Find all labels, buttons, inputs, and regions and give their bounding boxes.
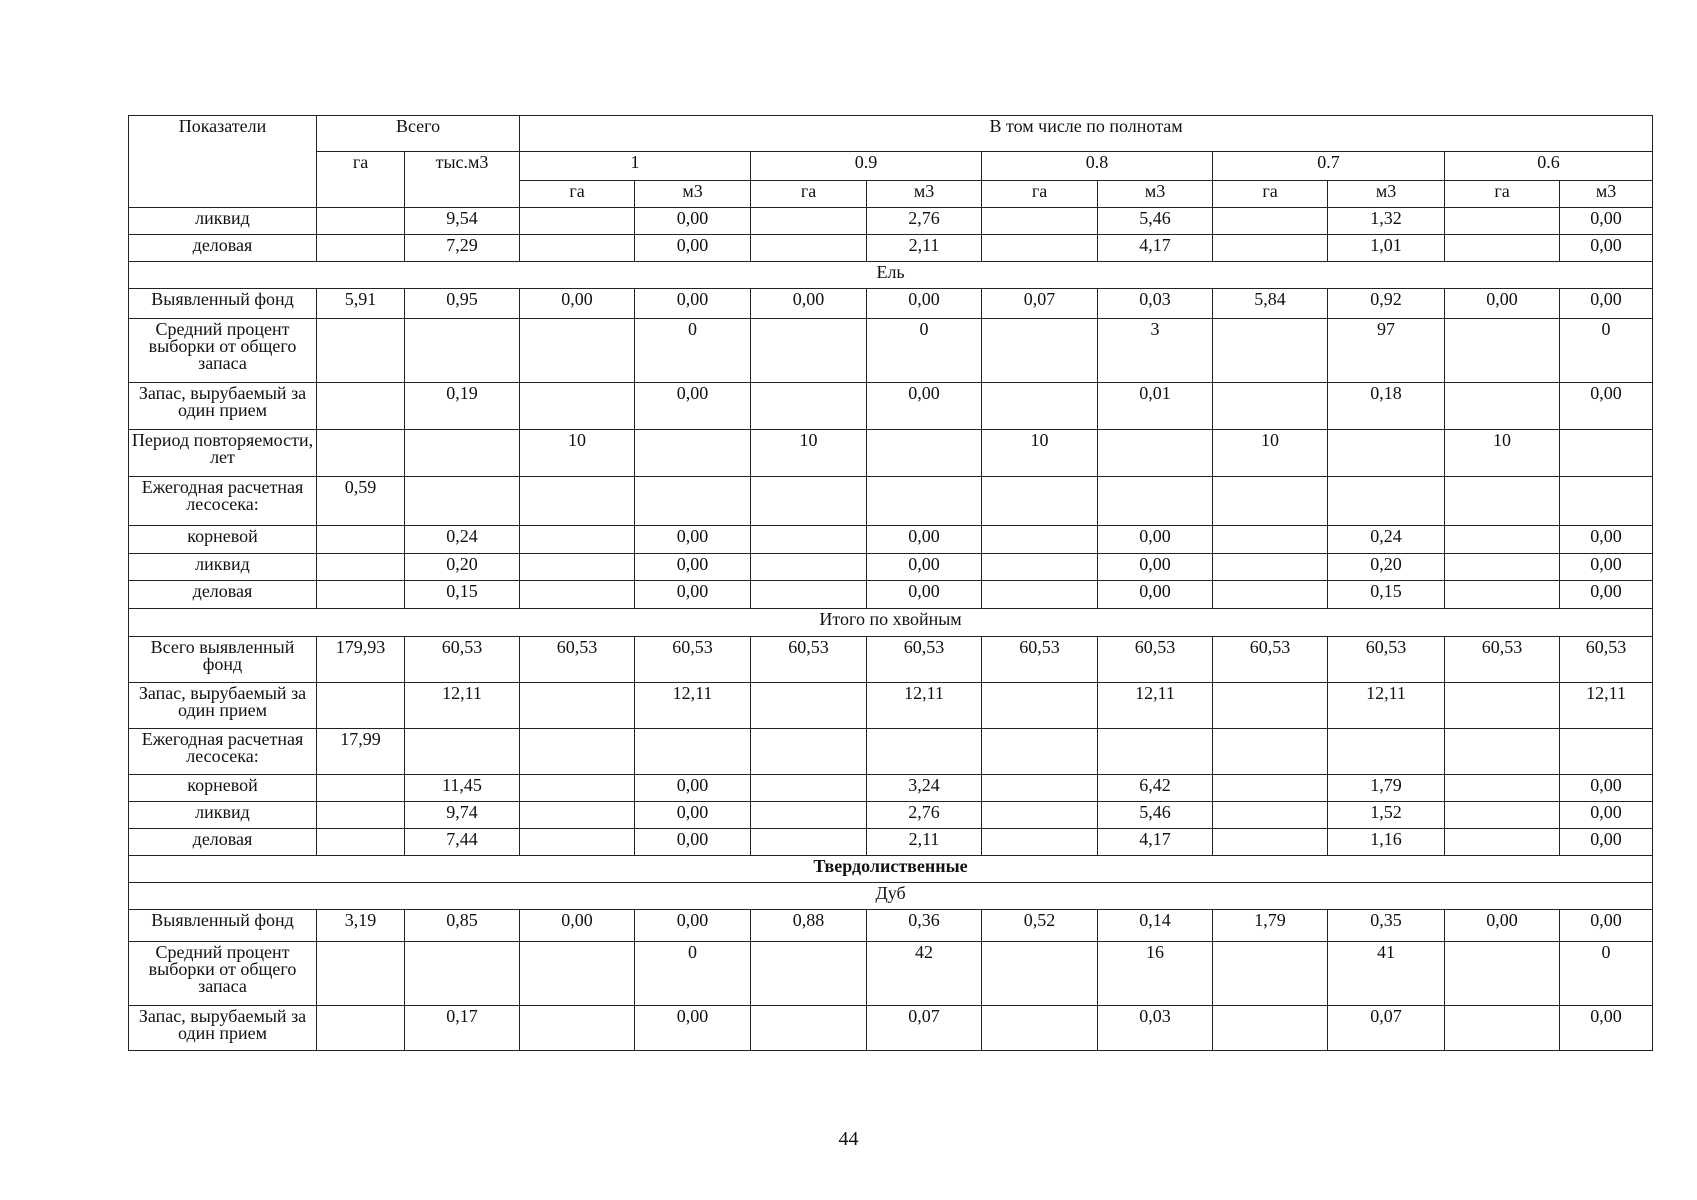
header-density: 0.8 <box>982 152 1213 181</box>
value-cell: 9,74 <box>405 802 520 829</box>
header-density: 1 <box>520 152 751 181</box>
value-cell: 1,52 <box>1328 802 1445 829</box>
value-cell: 0,00 <box>1098 526 1213 554</box>
value-cell: 0,00 <box>1560 775 1653 802</box>
value-cell: 0,00 <box>635 526 751 554</box>
value-cell <box>982 581 1098 609</box>
value-cell: 0,00 <box>635 775 751 802</box>
header-unit-ha: га <box>1445 181 1560 208</box>
value-cell: 0,24 <box>1328 526 1445 554</box>
header-unit-m3: м3 <box>1560 181 1653 208</box>
value-cell: 0 <box>635 942 751 1006</box>
value-cell <box>405 319 520 383</box>
value-cell: 16 <box>1098 942 1213 1006</box>
value-cell <box>751 1006 867 1051</box>
value-cell: 0,00 <box>520 289 635 319</box>
value-cell: 0,00 <box>635 910 751 942</box>
value-cell <box>520 208 635 235</box>
row-label: ликвид <box>129 802 317 829</box>
value-cell: 0,00 <box>751 289 867 319</box>
value-cell <box>317 235 405 262</box>
table-row <box>129 829 1653 856</box>
header-unit-m3: м3 <box>1098 181 1213 208</box>
value-cell: 179,93 <box>317 637 405 683</box>
value-cell <box>317 1006 405 1051</box>
table-row <box>129 289 1653 319</box>
header-unit-m3: м3 <box>867 181 982 208</box>
value-cell: 0,07 <box>982 289 1098 319</box>
table-row <box>129 208 1653 235</box>
value-cell <box>317 554 405 581</box>
value-cell: 97 <box>1328 319 1445 383</box>
value-cell: 0,00 <box>1560 289 1653 319</box>
header-unit-ha: га <box>1213 181 1328 208</box>
value-cell: 4,17 <box>1098 829 1213 856</box>
value-cell: 10 <box>1445 430 1560 477</box>
section-row <box>129 856 1653 883</box>
value-cell: 12,11 <box>1328 683 1445 729</box>
value-cell <box>751 775 867 802</box>
table-row <box>129 802 1653 829</box>
value-cell: 0,00 <box>635 554 751 581</box>
forest-inventory-table <box>128 115 1653 1051</box>
row-label: деловая <box>129 581 317 609</box>
value-cell: 0 <box>867 319 982 383</box>
value-cell <box>982 477 1098 526</box>
value-cell: 0,00 <box>867 554 982 581</box>
value-cell <box>317 581 405 609</box>
value-cell <box>1213 683 1328 729</box>
value-cell: 60,53 <box>1328 637 1445 683</box>
value-cell: 7,44 <box>405 829 520 856</box>
value-cell: 5,46 <box>1098 802 1213 829</box>
value-cell: 0,92 <box>1328 289 1445 319</box>
value-cell: 60,53 <box>1560 637 1653 683</box>
value-cell <box>1213 775 1328 802</box>
value-cell <box>982 235 1098 262</box>
value-cell <box>751 319 867 383</box>
value-cell: 12,11 <box>867 683 982 729</box>
header-unit-ha: га <box>751 181 867 208</box>
header-unit-m3: м3 <box>1328 181 1445 208</box>
value-cell: 1,16 <box>1328 829 1445 856</box>
value-cell <box>1098 477 1213 526</box>
row-label: Выявленный фонд <box>129 910 317 942</box>
value-cell: 2,11 <box>867 829 982 856</box>
value-cell <box>1445 942 1560 1006</box>
value-cell: 0,00 <box>1560 554 1653 581</box>
value-cell <box>405 430 520 477</box>
value-cell <box>751 477 867 526</box>
value-cell: 0,03 <box>1098 289 1213 319</box>
table-row <box>129 554 1653 581</box>
value-cell: 10 <box>520 430 635 477</box>
value-cell <box>405 729 520 775</box>
value-cell <box>317 208 405 235</box>
value-cell <box>751 683 867 729</box>
header-indicators: Показатели <box>129 116 317 208</box>
value-cell <box>1213 802 1328 829</box>
value-cell: 0,03 <box>1098 1006 1213 1051</box>
value-cell <box>1213 1006 1328 1051</box>
value-cell <box>1213 942 1328 1006</box>
value-cell: 0,00 <box>1098 554 1213 581</box>
value-cell: 0 <box>1560 942 1653 1006</box>
value-cell: 0 <box>635 319 751 383</box>
header-total: Всего <box>317 116 520 152</box>
value-cell: 0 <box>1560 319 1653 383</box>
value-cell: 0,00 <box>635 235 751 262</box>
value-cell <box>520 729 635 775</box>
value-cell: 0,18 <box>1328 383 1445 430</box>
value-cell <box>1560 729 1653 775</box>
value-cell <box>982 775 1098 802</box>
value-cell <box>1445 526 1560 554</box>
value-cell: 0,00 <box>1560 208 1653 235</box>
value-cell <box>635 477 751 526</box>
value-cell: 60,53 <box>405 637 520 683</box>
value-cell: 11,45 <box>405 775 520 802</box>
value-cell: 1,79 <box>1328 775 1445 802</box>
value-cell: 3 <box>1098 319 1213 383</box>
value-cell <box>520 383 635 430</box>
table-row <box>129 683 1653 729</box>
value-cell <box>520 775 635 802</box>
value-cell: 0,00 <box>1445 910 1560 942</box>
table-row <box>129 526 1653 554</box>
row-label: Период повторяемости, лет <box>129 430 317 477</box>
value-cell: 60,53 <box>635 637 751 683</box>
value-cell: 0,00 <box>1560 1006 1653 1051</box>
value-cell: 60,53 <box>867 637 982 683</box>
value-cell <box>982 729 1098 775</box>
value-cell <box>982 1006 1098 1051</box>
value-cell: 60,53 <box>982 637 1098 683</box>
value-cell <box>751 829 867 856</box>
value-cell <box>317 802 405 829</box>
value-cell: 0,00 <box>520 910 635 942</box>
value-cell <box>982 319 1098 383</box>
value-cell <box>982 829 1098 856</box>
value-cell <box>1098 729 1213 775</box>
value-cell <box>982 554 1098 581</box>
value-cell: 12,11 <box>405 683 520 729</box>
value-cell <box>1213 554 1328 581</box>
value-cell: 60,53 <box>520 637 635 683</box>
value-cell: 0,52 <box>982 910 1098 942</box>
value-cell <box>520 554 635 581</box>
value-cell <box>1328 729 1445 775</box>
page-number: 44 <box>838 1128 859 1150</box>
value-cell: 0,00 <box>867 581 982 609</box>
section-row <box>129 262 1653 289</box>
value-cell <box>317 829 405 856</box>
table-row <box>129 637 1653 683</box>
value-cell: 1,32 <box>1328 208 1445 235</box>
row-label: Запас, вырубаемый за один прием <box>129 383 317 430</box>
section-row <box>129 609 1653 637</box>
value-cell: 3,24 <box>867 775 982 802</box>
header-unit-m3: м3 <box>635 181 751 208</box>
value-cell <box>1445 581 1560 609</box>
value-cell <box>317 526 405 554</box>
value-cell <box>1560 430 1653 477</box>
value-cell <box>520 526 635 554</box>
value-cell <box>1328 477 1445 526</box>
value-cell: 2,11 <box>867 235 982 262</box>
value-cell <box>751 581 867 609</box>
header-unit-ha: га <box>982 181 1098 208</box>
section-title: Дуб <box>129 883 1653 910</box>
row-label: ликвид <box>129 554 317 581</box>
value-cell <box>982 683 1098 729</box>
row-label: Ежегодная расчетная лесосека: <box>129 477 317 526</box>
value-cell: 0,00 <box>635 829 751 856</box>
value-cell <box>1213 319 1328 383</box>
row-label: Средний процент выборки от общего запаса <box>129 942 317 1006</box>
value-cell: 0,00 <box>635 802 751 829</box>
header-total-m3: тыс.м3 <box>405 152 520 208</box>
header-density: 0.7 <box>1213 152 1445 181</box>
value-cell <box>520 942 635 1006</box>
value-cell: 12,11 <box>635 683 751 729</box>
value-cell: 0,19 <box>405 383 520 430</box>
header-row <box>129 152 1653 181</box>
value-cell: 9,54 <box>405 208 520 235</box>
section-title: Итого по хвойным <box>129 609 1653 637</box>
value-cell: 10 <box>1213 430 1328 477</box>
value-cell <box>520 683 635 729</box>
value-cell: 0,00 <box>635 1006 751 1051</box>
row-label: корневой <box>129 775 317 802</box>
value-cell <box>1445 477 1560 526</box>
value-cell <box>751 802 867 829</box>
header-total-ha: га <box>317 152 405 208</box>
value-cell: 0,00 <box>1560 235 1653 262</box>
value-cell <box>982 383 1098 430</box>
value-cell: 0,00 <box>1560 581 1653 609</box>
value-cell <box>317 319 405 383</box>
value-cell: 0,88 <box>751 910 867 942</box>
value-cell <box>751 235 867 262</box>
value-cell <box>405 477 520 526</box>
value-cell: 0,36 <box>867 910 982 942</box>
section-title: Твердолиственные <box>129 856 1653 883</box>
value-cell <box>520 581 635 609</box>
value-cell: 2,76 <box>867 802 982 829</box>
value-cell: 10 <box>982 430 1098 477</box>
value-cell: 1,01 <box>1328 235 1445 262</box>
row-label: корневой <box>129 526 317 554</box>
section-row <box>129 883 1653 910</box>
table-row <box>129 1006 1653 1051</box>
value-cell: 0,20 <box>1328 554 1445 581</box>
value-cell: 6,42 <box>1098 775 1213 802</box>
value-cell <box>1445 208 1560 235</box>
value-cell <box>1213 526 1328 554</box>
value-cell: 42 <box>867 942 982 1006</box>
value-cell <box>520 319 635 383</box>
table-row <box>129 235 1653 262</box>
value-cell <box>520 1006 635 1051</box>
value-cell: 0,85 <box>405 910 520 942</box>
value-cell: 12,11 <box>1098 683 1213 729</box>
table-row <box>129 581 1653 609</box>
row-label: Средний процент выборки от общего запаса <box>129 319 317 383</box>
value-cell <box>1445 802 1560 829</box>
table-row <box>129 477 1653 526</box>
value-cell <box>751 526 867 554</box>
value-cell: 0,07 <box>867 1006 982 1051</box>
value-cell: 60,53 <box>1445 637 1560 683</box>
value-cell <box>751 554 867 581</box>
value-cell: 0,00 <box>635 581 751 609</box>
row-label: Запас, вырубаемый за один прием <box>129 1006 317 1051</box>
value-cell: 0,95 <box>405 289 520 319</box>
value-cell: 3,19 <box>317 910 405 942</box>
table-row <box>129 319 1653 383</box>
value-cell: 0,00 <box>1560 910 1653 942</box>
value-cell <box>751 383 867 430</box>
value-cell: 60,53 <box>751 637 867 683</box>
value-cell: 12,11 <box>1560 683 1653 729</box>
value-cell: 0,00 <box>635 383 751 430</box>
value-cell: 17,99 <box>317 729 405 775</box>
value-cell <box>1213 829 1328 856</box>
table-row <box>129 910 1653 942</box>
value-cell <box>317 383 405 430</box>
value-cell <box>520 235 635 262</box>
value-cell: 10 <box>751 430 867 477</box>
value-cell <box>1213 235 1328 262</box>
header-by-density: В том числе по полнотам <box>520 116 1653 152</box>
value-cell <box>867 729 982 775</box>
value-cell <box>1213 729 1328 775</box>
value-cell <box>1445 775 1560 802</box>
value-cell: 0,17 <box>405 1006 520 1051</box>
row-label: деловая <box>129 235 317 262</box>
value-cell: 7,29 <box>405 235 520 262</box>
header-density: 0.6 <box>1445 152 1653 181</box>
value-cell <box>751 729 867 775</box>
value-cell <box>1328 430 1445 477</box>
value-cell <box>1445 235 1560 262</box>
header-unit-ha: га <box>520 181 635 208</box>
value-cell <box>751 942 867 1006</box>
value-cell <box>1445 829 1560 856</box>
value-cell: 0,15 <box>1328 581 1445 609</box>
value-cell: 5,46 <box>1098 208 1213 235</box>
table-row <box>129 729 1653 775</box>
header-row <box>129 116 1653 152</box>
value-cell <box>317 775 405 802</box>
value-cell <box>1445 383 1560 430</box>
value-cell <box>635 729 751 775</box>
value-cell: 0,24 <box>405 526 520 554</box>
value-cell <box>317 430 405 477</box>
value-cell: 0,00 <box>1560 526 1653 554</box>
value-cell <box>317 683 405 729</box>
value-cell: 0,59 <box>317 477 405 526</box>
value-cell: 0,00 <box>867 526 982 554</box>
row-label: Ежегодная расчетная лесосека: <box>129 729 317 775</box>
value-cell <box>1445 1006 1560 1051</box>
table-row <box>129 383 1653 430</box>
value-cell: 60,53 <box>1098 637 1213 683</box>
value-cell: 5,84 <box>1213 289 1328 319</box>
value-cell <box>1213 208 1328 235</box>
value-cell <box>982 942 1098 1006</box>
value-cell <box>1098 430 1213 477</box>
row-label: ликвид <box>129 208 317 235</box>
value-cell: 1,79 <box>1213 910 1328 942</box>
value-cell: 41 <box>1328 942 1445 1006</box>
value-cell <box>520 477 635 526</box>
value-cell <box>1213 581 1328 609</box>
value-cell: 5,91 <box>317 289 405 319</box>
row-label: Всего выявленный фонд <box>129 637 317 683</box>
value-cell <box>1445 554 1560 581</box>
value-cell <box>1445 729 1560 775</box>
value-cell <box>1560 477 1653 526</box>
value-cell <box>520 829 635 856</box>
value-cell: 0,00 <box>867 383 982 430</box>
value-cell <box>317 942 405 1006</box>
value-cell <box>751 208 867 235</box>
value-cell: 0,14 <box>1098 910 1213 942</box>
value-cell <box>405 942 520 1006</box>
value-cell: 0,00 <box>867 289 982 319</box>
value-cell: 60,53 <box>1213 637 1328 683</box>
value-cell: 0,00 <box>1560 802 1653 829</box>
value-cell: 0,15 <box>405 581 520 609</box>
table-row <box>129 942 1653 1006</box>
value-cell: 2,76 <box>867 208 982 235</box>
row-label: деловая <box>129 829 317 856</box>
value-cell: 0,07 <box>1328 1006 1445 1051</box>
row-label: Выявленный фонд <box>129 289 317 319</box>
value-cell: 4,17 <box>1098 235 1213 262</box>
header-density: 0.9 <box>751 152 982 181</box>
value-cell <box>982 526 1098 554</box>
value-cell <box>982 802 1098 829</box>
value-cell: 0,01 <box>1098 383 1213 430</box>
table-row <box>129 430 1653 477</box>
row-label: Запас, вырубаемый за один прием <box>129 683 317 729</box>
value-cell <box>867 477 982 526</box>
value-cell <box>635 430 751 477</box>
value-cell <box>520 802 635 829</box>
value-cell: 0,00 <box>635 289 751 319</box>
value-cell <box>982 208 1098 235</box>
value-cell <box>1213 477 1328 526</box>
value-cell: 0,35 <box>1328 910 1445 942</box>
value-cell <box>867 430 982 477</box>
value-cell <box>1213 383 1328 430</box>
value-cell <box>1445 319 1560 383</box>
value-cell: 0,00 <box>1445 289 1560 319</box>
value-cell: 0,20 <box>405 554 520 581</box>
value-cell: 0,00 <box>1098 581 1213 609</box>
section-title: Ель <box>129 262 1653 289</box>
value-cell: 0,00 <box>635 208 751 235</box>
value-cell: 0,00 <box>1560 383 1653 430</box>
value-cell: 0,00 <box>1560 829 1653 856</box>
table-row <box>129 775 1653 802</box>
value-cell <box>1445 683 1560 729</box>
